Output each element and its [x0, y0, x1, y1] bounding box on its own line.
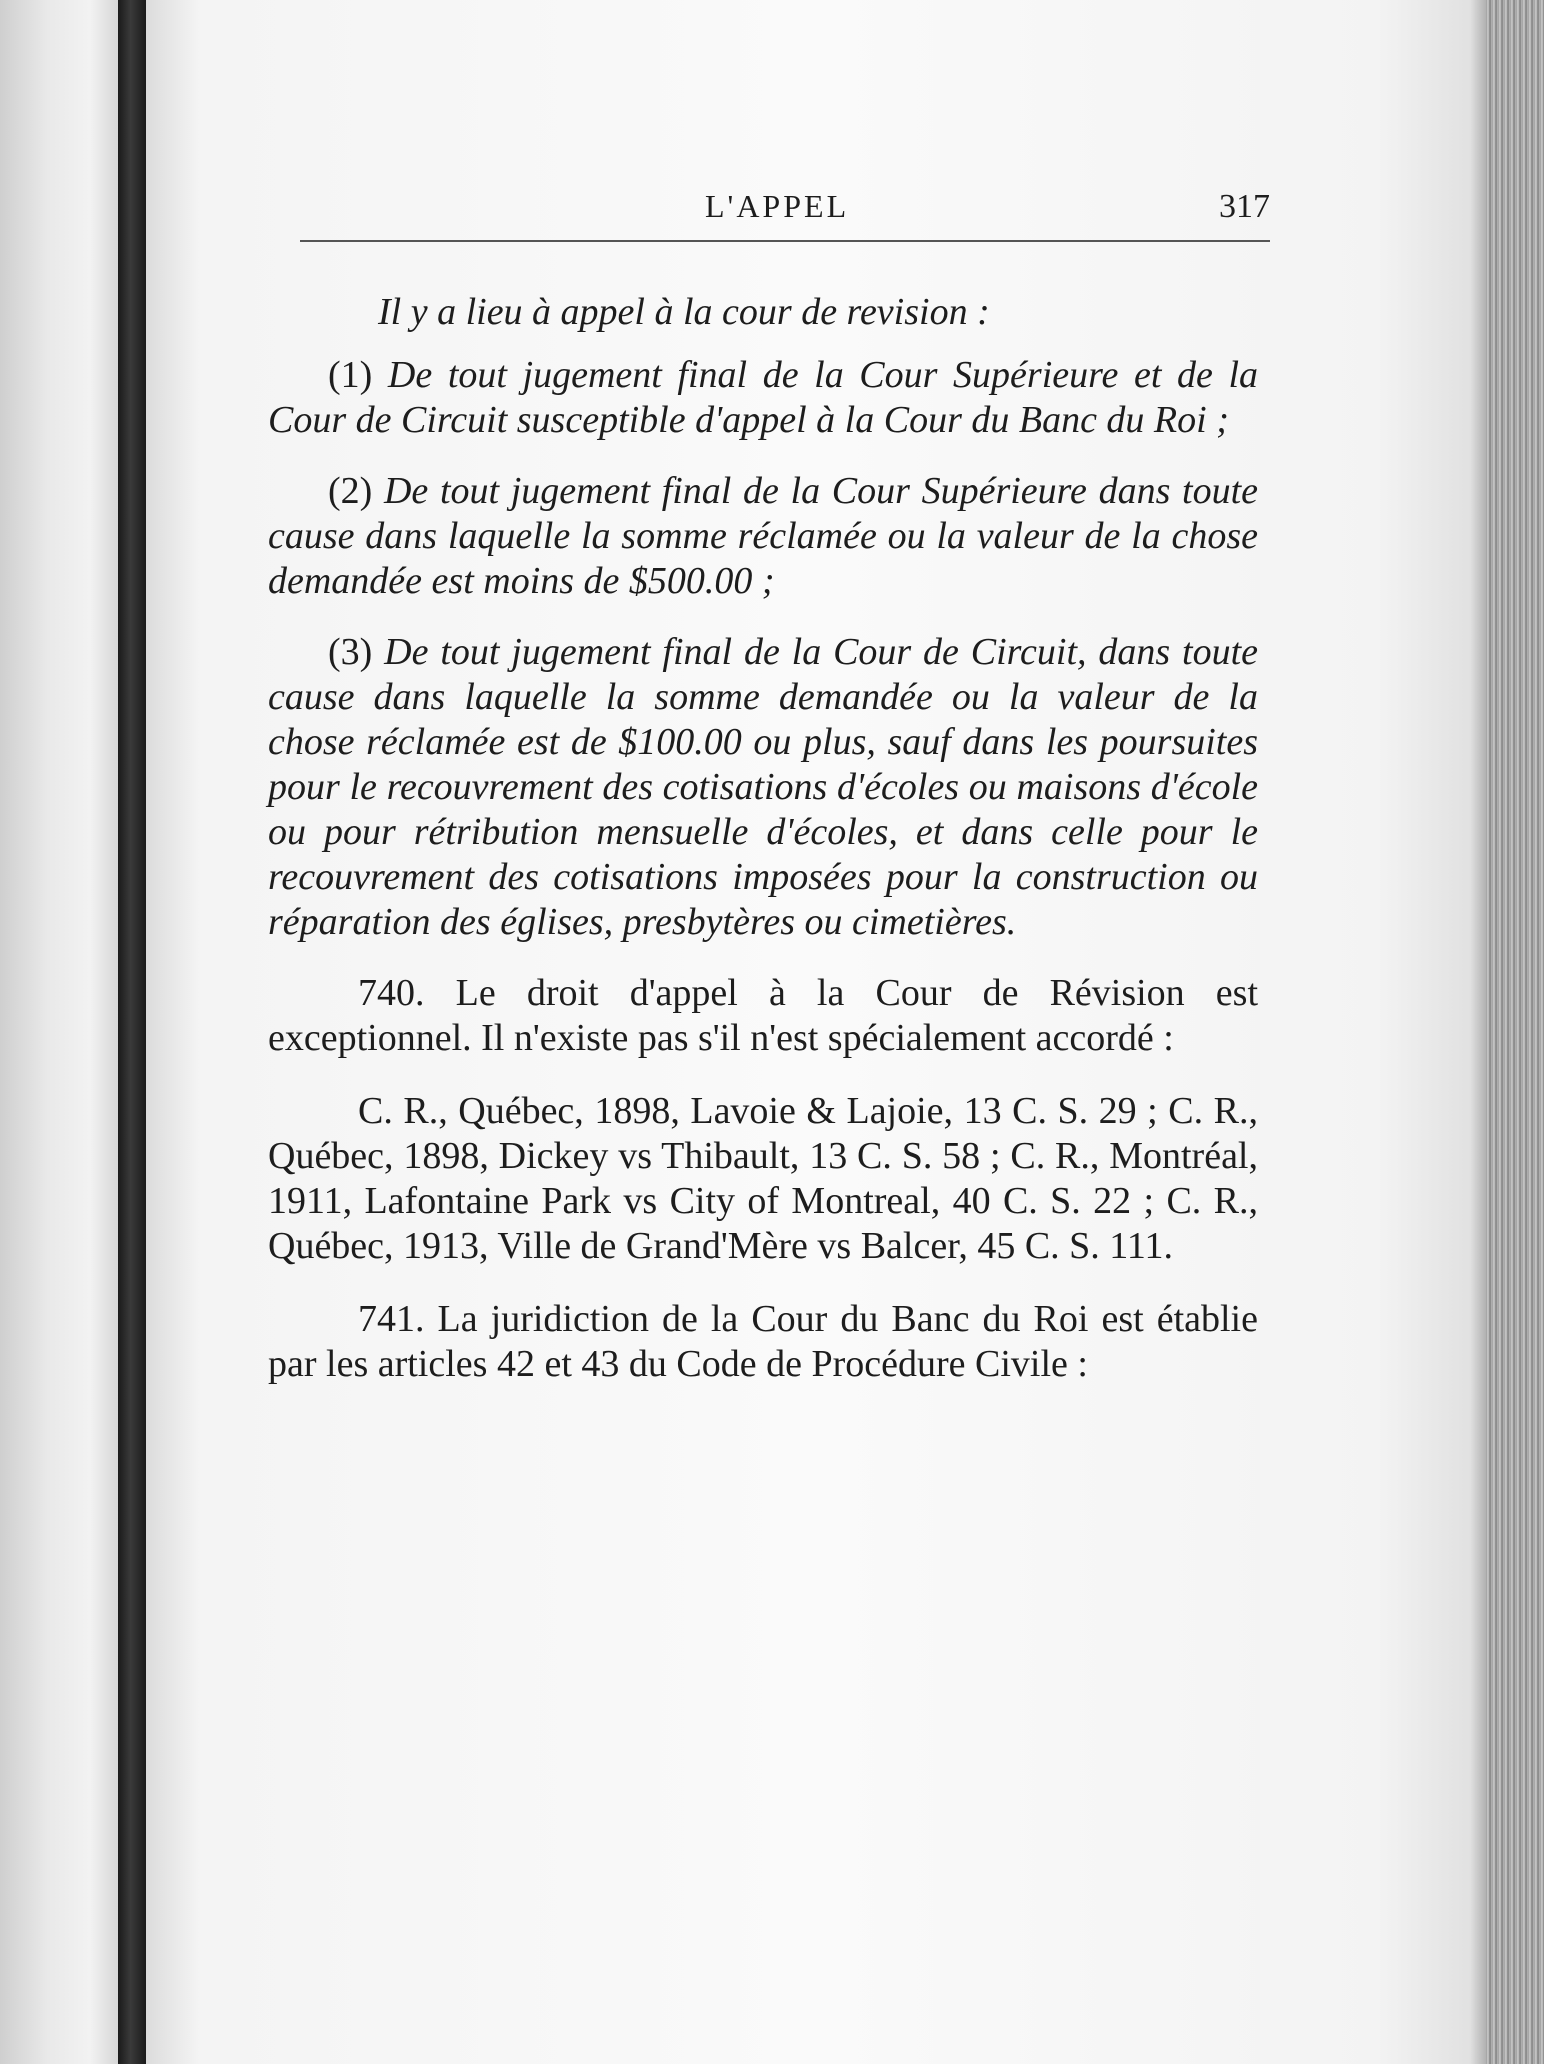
list-item-1	[268, 353, 1258, 443]
item-text: De tout jugement final de la Cour de Circuit, dans toute cause dans laquelle la somme demandée ou la valeur de la chose réclamée est de $100.00 ou plus, sauf dans les poursuites pour le recouvrement des cotisations d'écoles ou maisons d'école ou pour rétribution mensuelle d'écoles, et dans celle pour le recouvrement des cotisations imposées pour la construction ou réparation des églises, presbytères ou cimetières.	[268, 631, 1259, 943]
list-item-2	[268, 469, 1258, 604]
page-stack-edge	[1486, 0, 1544, 2064]
article-number: 740.	[358, 972, 425, 1014]
item-text: De tout jugement final de la Cour Supérieure dans toute cause dans laquelle la somme réclamée ou la valeur de la chose demandée est moins de $500.00 ;	[268, 470, 1258, 602]
article-text: La juridiction de la Cour du Banc du Roi est établie par les articles 42 et 43 du Code de Procédure Civile :	[268, 1298, 1258, 1385]
item-number: (2)	[328, 470, 373, 512]
article-741	[268, 1297, 1258, 1387]
running-head: L'APPEL	[705, 188, 850, 224]
item-number: (1)	[328, 354, 373, 396]
page-header	[300, 188, 1270, 238]
header-rule	[300, 240, 1270, 242]
article-text: Le droit d'appel à la Cour de Révision est exceptionnel. Il n'existe pas s'il n'est spécialement accordé :	[268, 972, 1259, 1059]
item-text: De tout jugement final de la Cour Supérieure et de la Cour de Circuit susceptible d'appel à la Cour du Banc du Roi ;	[268, 354, 1259, 441]
item-number: (3)	[328, 631, 373, 673]
book-spine	[118, 0, 146, 2064]
article-number: 741.	[358, 1298, 425, 1340]
article-740	[268, 971, 1258, 1061]
facing-page-edge	[0, 0, 120, 2064]
page-body	[268, 290, 1258, 1415]
case-citations: C. R., Québec, 1898, Lavoie & Lajoie, 13 C. S. 29 ; C. R., Québec, 1898, Dickey vs Thibault, 13 C. S. 58 ; C. R., Montréal, 1911, Lafontaine Park vs City of Montreal, 40 C. S. 22 ; C. R., Québec, 1913, Ville de Grand'Mère vs Balcer, 45 C. S. 111.	[268, 1090, 1258, 1267]
page-number: 317	[1219, 188, 1270, 225]
list-item-3	[268, 630, 1258, 945]
intro-paragraph: Il y a lieu à appel à la cour de revision :	[378, 291, 990, 333]
